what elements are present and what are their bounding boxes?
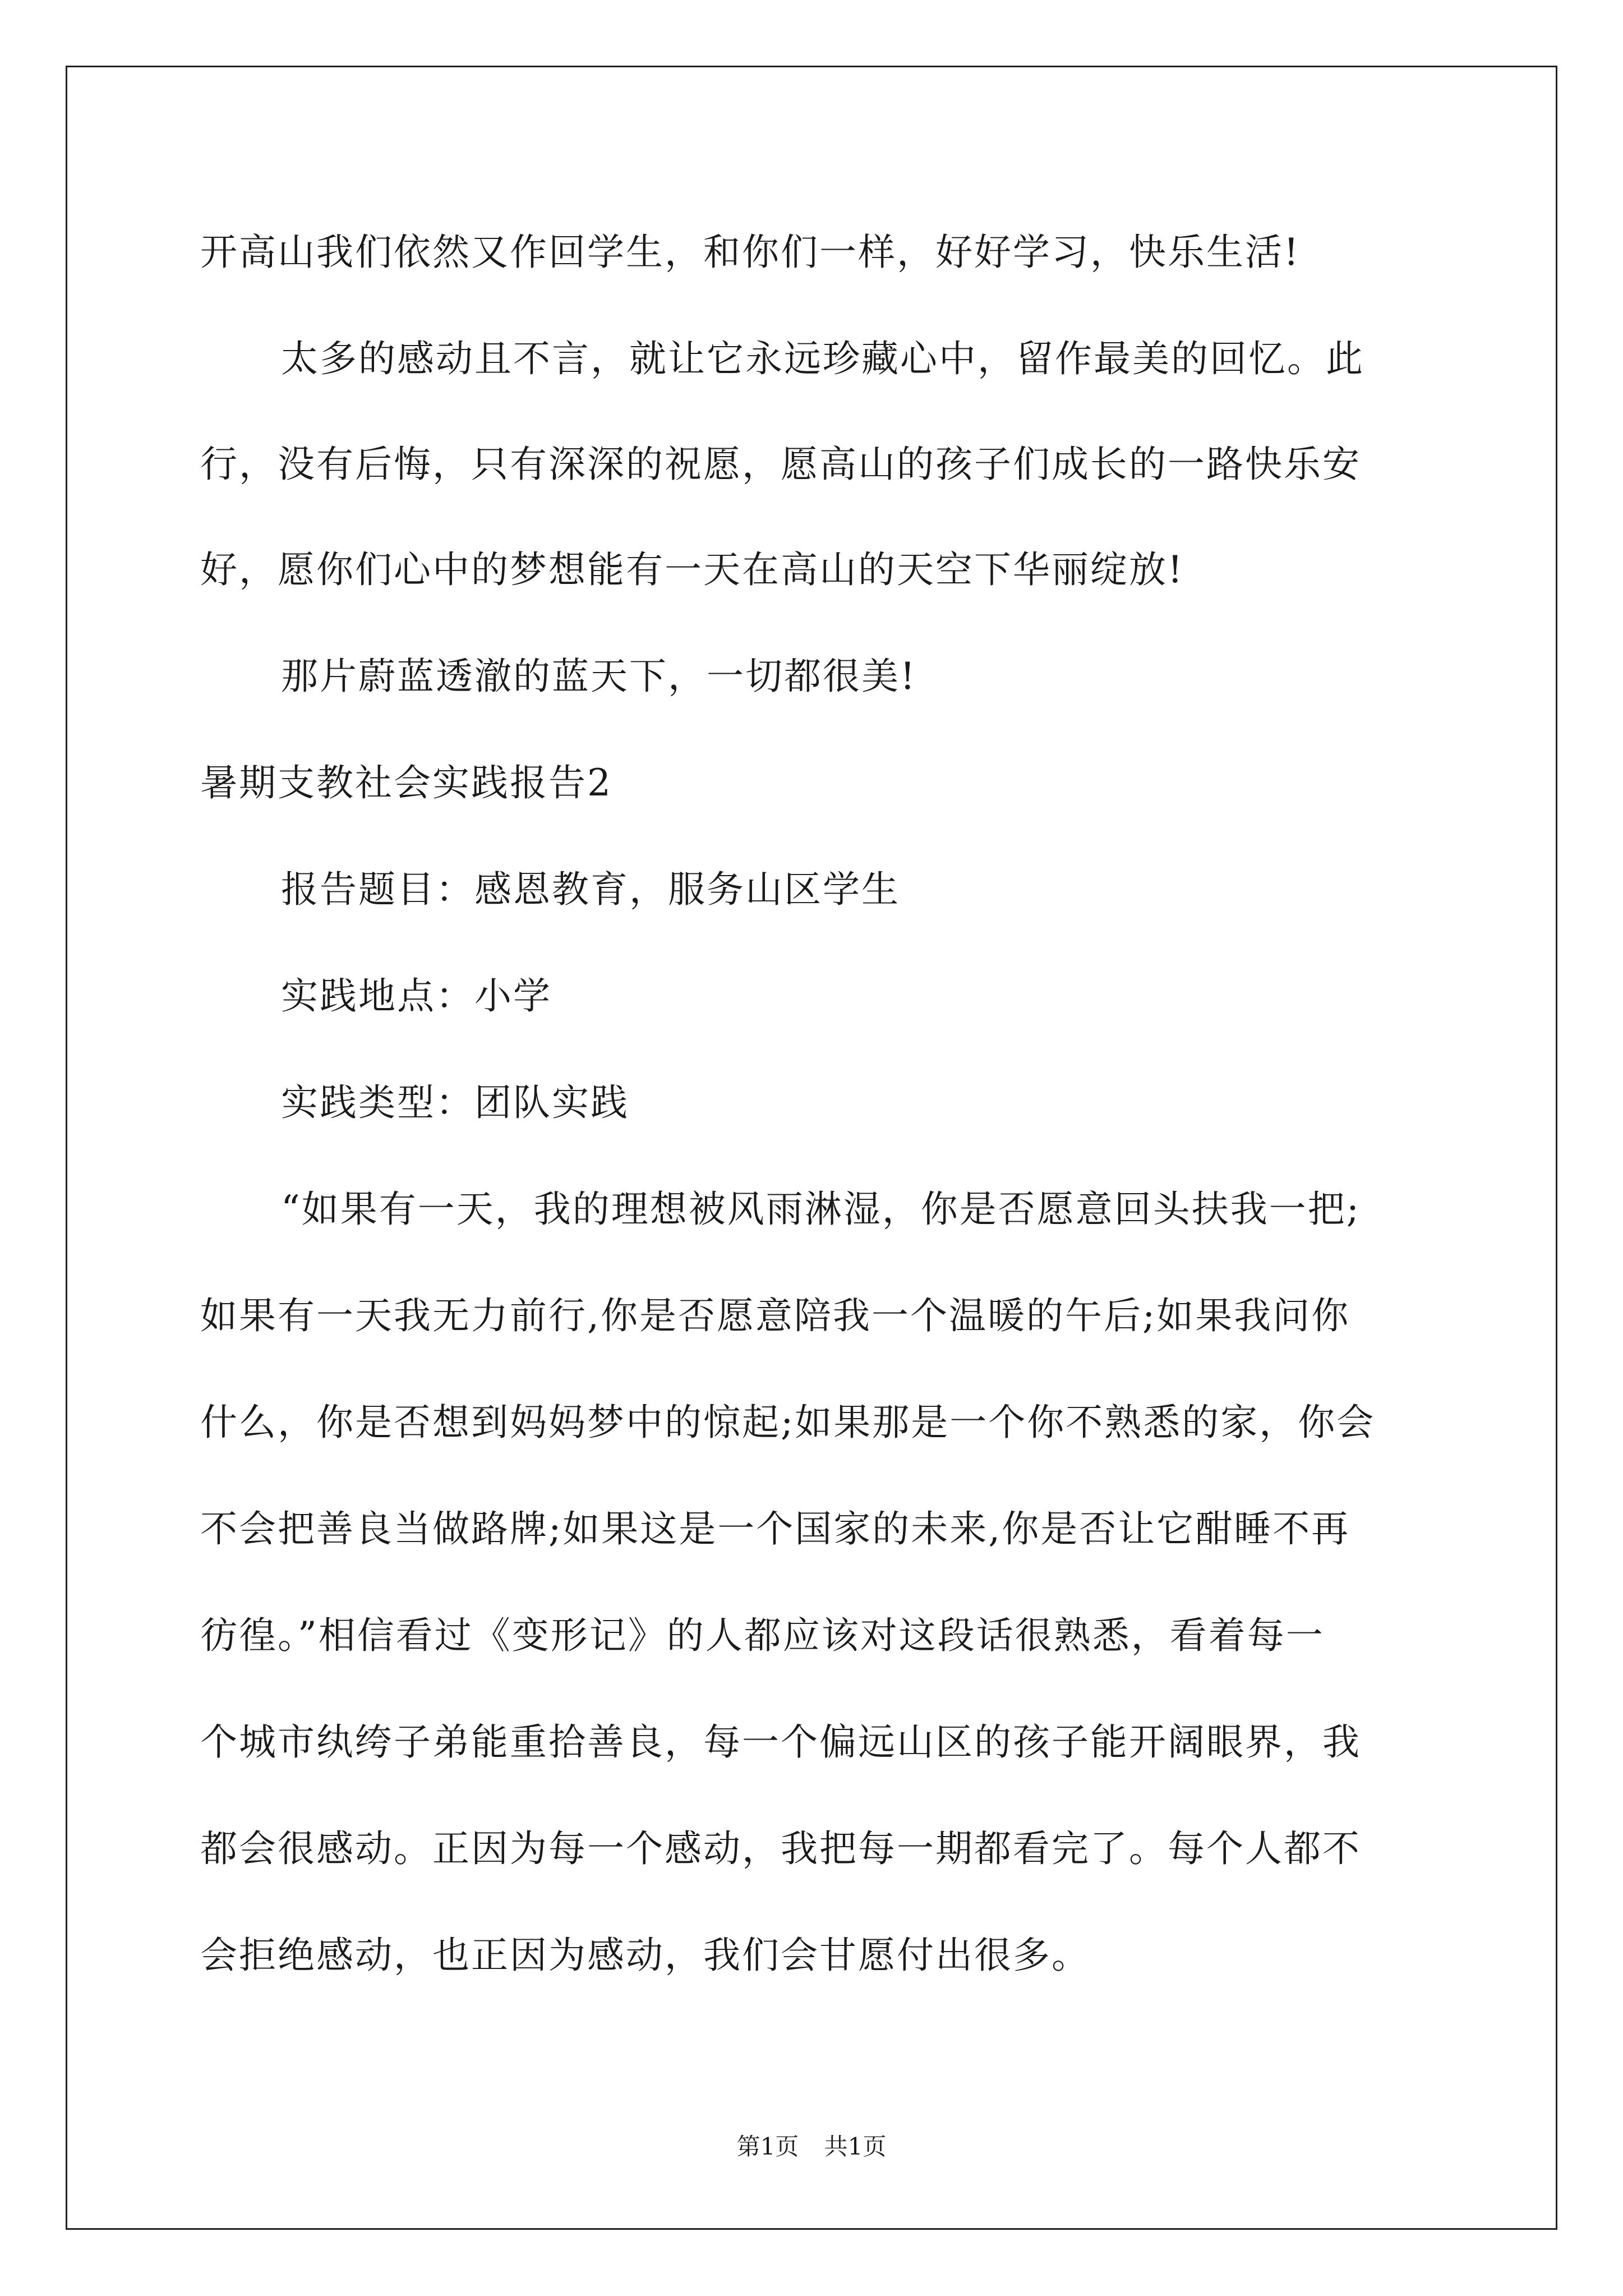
text-line: 开高山我们依然又作回学生，和你们一样，好好学习，快乐生活! (200, 231, 1301, 274)
page-footer (0, 2130, 1623, 2164)
page-number: 第1页 (736, 2133, 799, 2160)
text-line: 都会很感动。正因为每一个感动，我把每一期都看完了。每个人都不 (200, 1827, 1361, 1870)
text-line: 什么，你是否想到妈妈梦中的惊起;如果那是一个你不熟悉的家，你会 (200, 1401, 1376, 1444)
paragraph-line: 那片蔚蓝透澈的蓝天下，一切都很美! (281, 655, 917, 698)
text-line: 彷徨。”相信看过《变形记》的人都应该对这段话很熟悉，看着每一 (200, 1614, 1325, 1657)
paragraph-line: 太多的感动且不言，就让它永远珍藏心中，留作最美的回忆。此 (281, 337, 1364, 380)
text-line: 如果有一天我无力前行,你是否愿意陪我一个温暖的午后;如果我问你 (200, 1294, 1350, 1337)
page-total: 共1页 (824, 2133, 887, 2160)
text-line: 行，没有后悔，只有深深的祝愿，愿高山的孩子们成长的一路快乐安 (200, 443, 1361, 486)
section-heading: 暑期支教社会实践报告2 (200, 761, 612, 804)
report-topic: 报告题目：感恩教育，服务山区学生 (281, 868, 900, 911)
practice-location: 实践地点：小学 (281, 974, 552, 1018)
text-line: 个城市纨绔子弟能重拾善良，每一个偏远山区的孩子能开阔眼界，我 (200, 1720, 1361, 1764)
text-line: 好，愿你们心中的梦想能有一天在高山的天空下华丽绽放! (200, 548, 1184, 591)
paragraph-line: “如果有一天，我的理想被风雨淋湿，你是否愿意回头扶我一把; (281, 1188, 1361, 1231)
practice-type: 实践类型：团队实践 (281, 1081, 629, 1124)
text-line: 不会把善良当做路牌;如果这是一个国家的未来,你是否让它酣睡不再 (200, 1507, 1350, 1550)
text-line: 会拒绝感动，也正因为感动，我们会甘愿付出很多。 (200, 1934, 1090, 1977)
page-border (66, 66, 1557, 2230)
